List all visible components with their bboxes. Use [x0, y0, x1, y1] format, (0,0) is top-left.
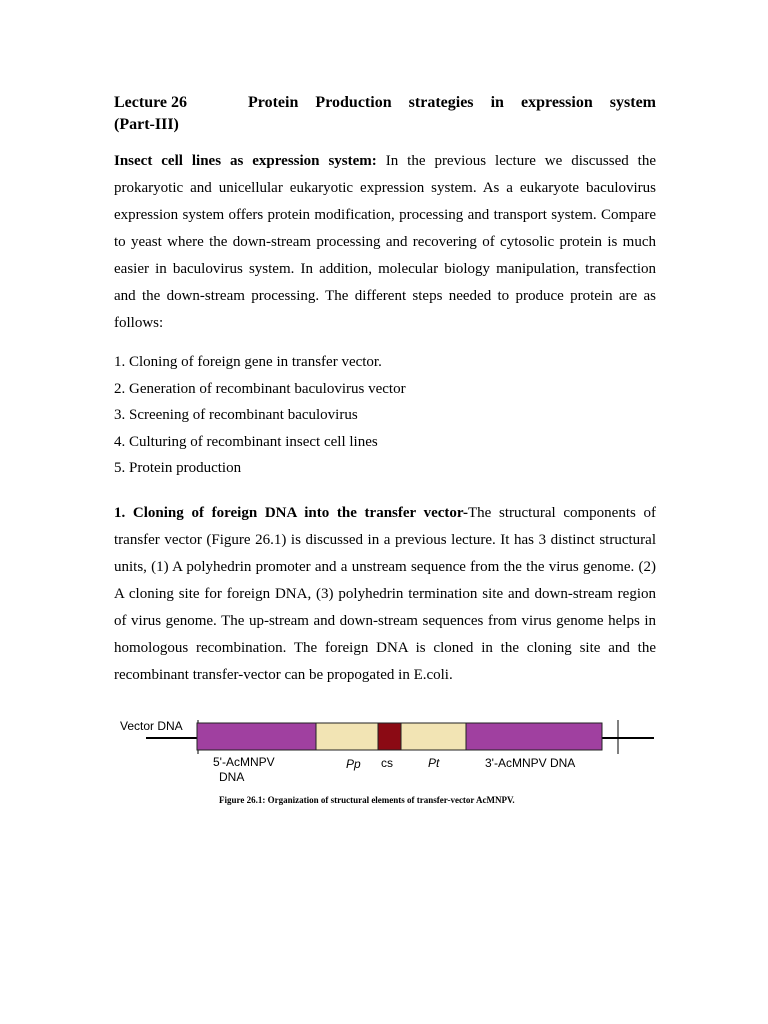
- segment-cloning-site: [378, 723, 401, 750]
- list-item: 3. Screening of recombinant baculovirus: [114, 407, 358, 424]
- label-pt: Pt: [428, 756, 440, 770]
- section1-paragraph: [114, 500, 656, 689]
- segment-promoter-pp: [316, 723, 378, 750]
- segment-3prime-acmnpv: [466, 723, 602, 750]
- vector-dna-label: Vector DNA: [120, 719, 183, 733]
- intro-text: In the previous lecture we discussed the prokaryotic and unicellular eukaryotic expression system. As a eukaryote baculovirus expression system offers protein modification, processing and transport system. Compare to yeast where the down-stream processing and recovering of cytosolic protein is much easier in baculovirus system. In addition, molecular biology manipulation, transfection and the down-stream processing. The different steps needed to produce protein are as follows:: [114, 153, 656, 331]
- lecture-number: Lecture 26: [114, 94, 188, 111]
- list-item: 4. Culturing of recombinant insect cell lines: [114, 433, 378, 450]
- list-item: 1. Cloning of foreign gene in transfer vector.: [114, 354, 382, 370]
- lecture-title: Protein Production strategies in expression system: [248, 94, 656, 111]
- label-3prime: 3'-AcMNPV DNA: [485, 756, 576, 770]
- section1-text: The structural components of transfer vector (Figure 26.1) is discussed in a previous lecture. It has 3 distinct structural units, (1) A polyhedrin promoter and a unstream sequence from the the virus genome. (2) A cloning site for foreign DNA, (3) polyhedrin termination site and down-stream region of virus genome. The up-stream and down-stream sequences from virus genome helps in homologous recombination. The foreign DNA is cloned in the cloning site and the recombinant transfer-vector can be propogated in E.coli.: [114, 505, 656, 683]
- segment-terminator-pt: [401, 723, 466, 750]
- label-pp: Pp: [346, 757, 361, 771]
- steps-list: [114, 349, 406, 482]
- segment-5prime-acmnpv: [197, 723, 316, 750]
- label-5prime-line1: 5'-AcMNPV: [213, 755, 275, 769]
- intro-heading: Insect cell lines as expression system:: [114, 153, 377, 169]
- transfer-vector-diagram: [110, 712, 670, 822]
- list-item: 5. Protein production: [114, 460, 242, 477]
- label-5prime-line2: DNA: [219, 770, 245, 784]
- list-item: 2. Generation of recombinant baculovirus vector: [114, 380, 406, 397]
- figure-caption: Figure 26.1: Organization of structural elements of transfer-vector AcMNPV.: [219, 795, 515, 805]
- section1-heading: 1. Cloning of foreign DNA into the transfer vector-: [114, 505, 469, 521]
- lecture-part: (Part-III): [114, 116, 179, 133]
- label-cs: cs: [381, 756, 393, 770]
- intro-paragraph: [114, 148, 656, 337]
